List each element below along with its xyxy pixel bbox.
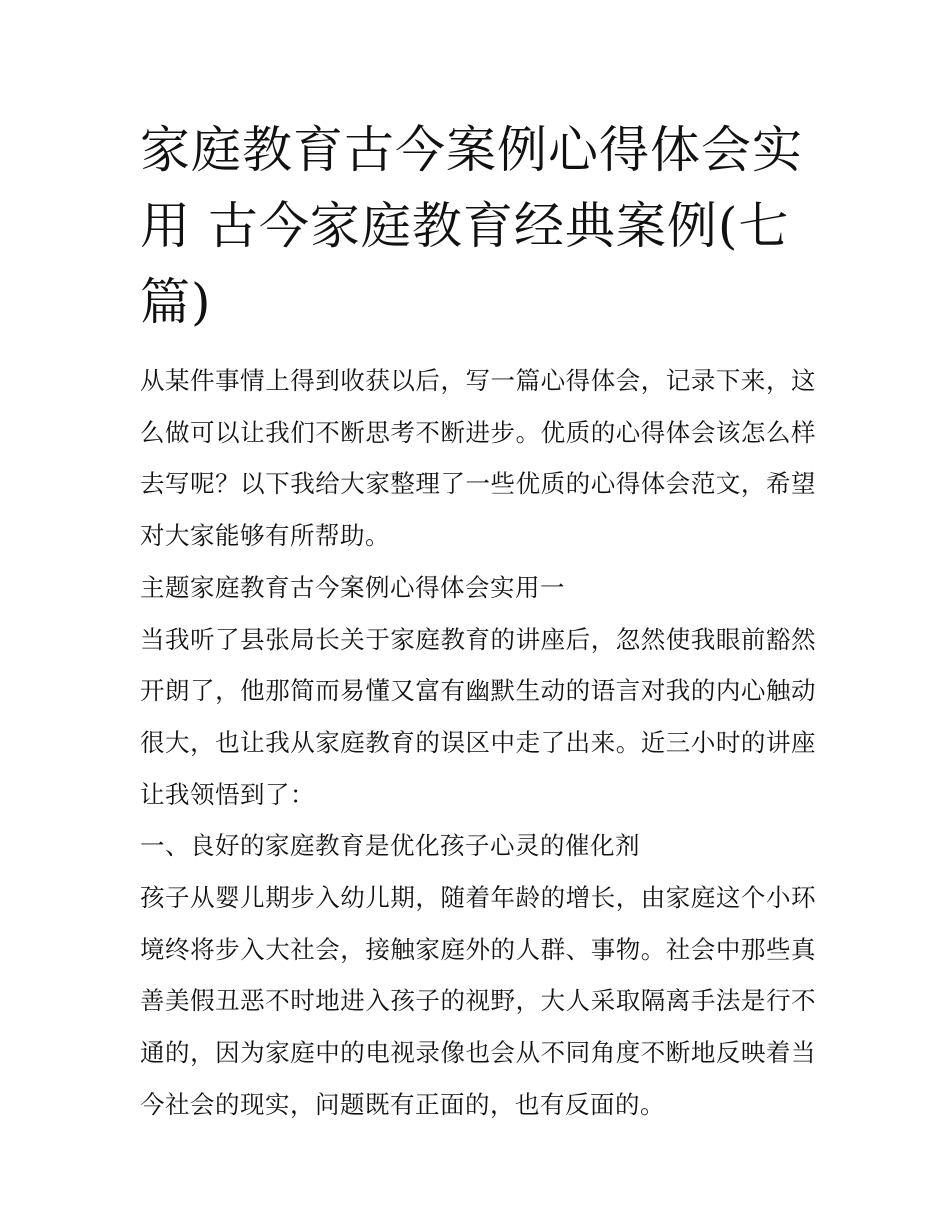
body-paragraph: 孩子从婴儿期步入幼儿期，随着年龄的增长，由家庭这个小环境终将步入大社会，接触家庭外的人群、事物。社会中那些真善美假丑恶不时地进入孩子的视野，大人采取隔离手法是行不通的，因为家庭中的电视录像也会从不同角度不断地反映着当今社会的现实，问题既有正面的，也有反面的。 bbox=[140, 883, 816, 1119]
document-title: 家庭教育古今案例心得体会实用 古今家庭教育经典案例(七篇) bbox=[140, 121, 803, 331]
subsection-heading: 一、良好的家庭教育是优化孩子心灵的催化剂 bbox=[140, 831, 640, 861]
document-body bbox=[140, 355, 816, 1131]
section-heading: 主题家庭教育古今案例心得体会实用一 bbox=[140, 572, 565, 602]
intro-paragraph: 从某件事情上得到收获以后，写一篇心得体会，记录下来，这么做可以让我们不断思考不断进步。优质的心得体会该怎么样去写呢？以下我给大家整理了一些优质的心得体会范文，希望对大家能够有所帮助。 bbox=[140, 366, 816, 551]
body-paragraph: 当我听了县张局长关于家庭教育的讲座后，忽然使我眼前豁然开朗了，他那简而易懂又富有幽默生动的语言对我的内心触动很大，也让我从家庭教育的误区中走了出来。近三小时的讲座让我领悟到了： bbox=[140, 624, 816, 809]
